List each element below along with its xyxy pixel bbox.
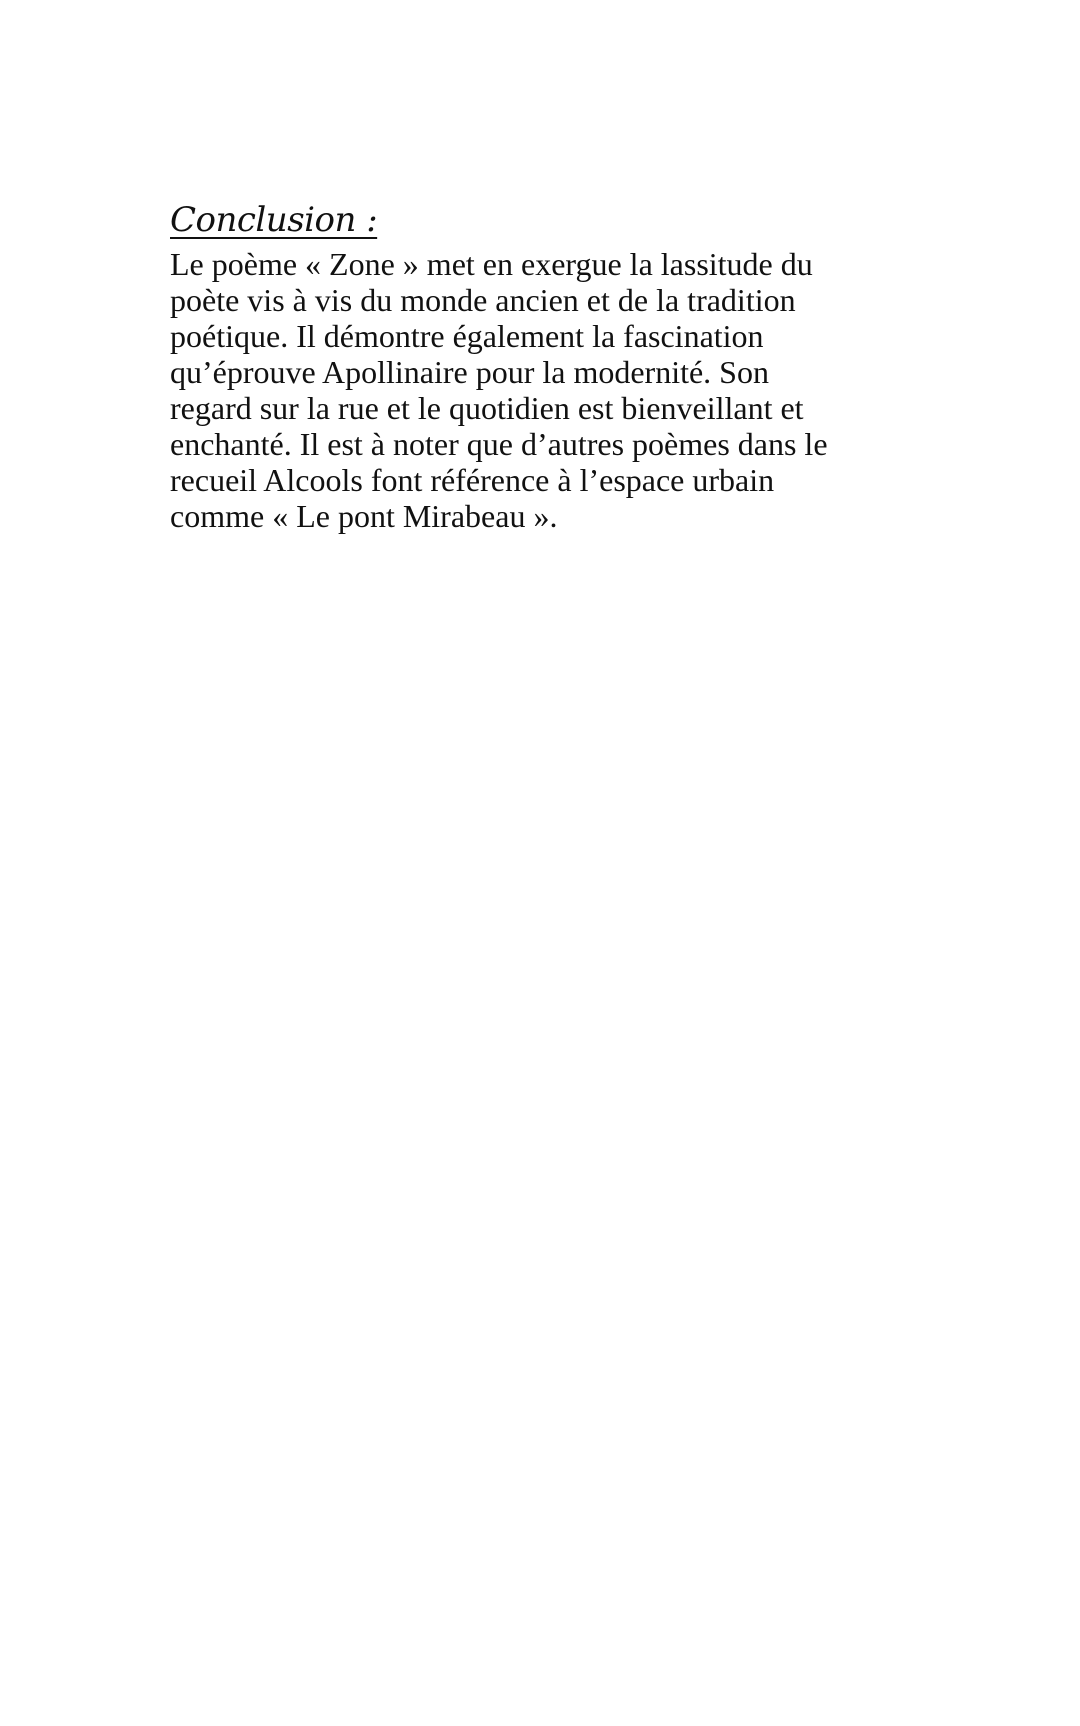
paragraph-line: Le poème « Zone » met en exergue la lassitude du [170, 246, 813, 282]
paragraph-line: qu’éprouve Apollinaire pour la modernité. Son [170, 354, 769, 390]
paragraph-line: enchanté. Il est à noter que d’autres poèmes dans le [170, 426, 828, 462]
conclusion-section [170, 198, 930, 534]
conclusion-heading: Conclusion : [170, 200, 378, 240]
conclusion-paragraph [170, 246, 930, 534]
paragraph-line: recueil Alcools font référence à l’espace urbain [170, 462, 775, 498]
paragraph-line: regard sur la rue et le quotidien est bienveillant et [170, 390, 804, 426]
paragraph-line: comme « Le pont Mirabeau ». [170, 498, 558, 534]
paragraph-line: poétique. Il démontre également la fascination [170, 318, 764, 354]
paragraph-line: poète vis à vis du monde ancien et de la tradition [170, 282, 796, 318]
